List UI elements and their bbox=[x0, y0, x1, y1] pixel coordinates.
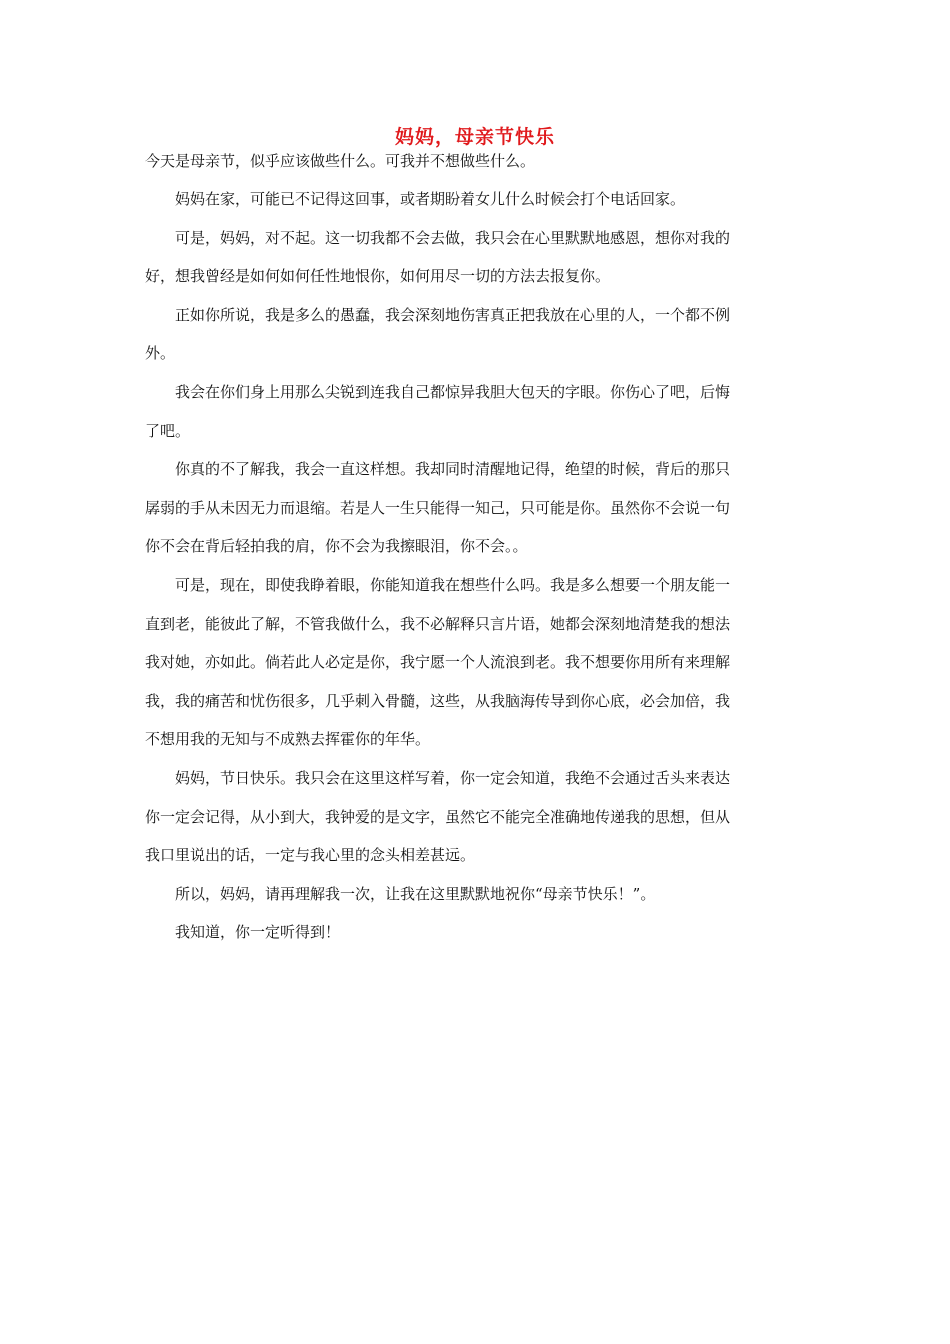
text-line: 孱弱的手从未因无力而退缩。若是人一生只能得一知己，只可能是你。虽然你不会说一句 bbox=[145, 498, 731, 517]
text-line: 正如你所说，我是多么的愚蠢，我会深刻地伤害真正把我放在心里的人，一个都不例 bbox=[175, 305, 731, 324]
text-line: 你不会在背后轻拍我的肩，你不会为我擦眼泪，你不会。。 bbox=[145, 537, 528, 556]
text-line: 你一定会记得，从小到大，我钟爱的是文字，虽然它不能完全准确地传递我的思想，但从 bbox=[145, 807, 731, 826]
text-line: 可是，妈妈，对不起。这一切我都不会去做，我只会在心里默默地感恩，想你对我的 bbox=[175, 228, 731, 247]
paragraph bbox=[145, 146, 807, 176]
paragraph bbox=[145, 219, 807, 296]
document-body bbox=[145, 146, 807, 952]
paragraph bbox=[145, 450, 807, 566]
text-line: 不想用我的无知与不成熟去挥霍你的年华。 bbox=[145, 730, 431, 749]
text-line: 妈妈在家，可能已不记得这回事，或者期盼着女儿什么时候会打个电话回家。 bbox=[175, 190, 686, 208]
text-line: 所以，妈妈，请再理解我一次，让我在这里默默地祝你“母亲节快乐！”。 bbox=[175, 884, 656, 903]
paragraph bbox=[145, 296, 807, 373]
text-line: 了吧。 bbox=[145, 421, 191, 440]
paragraph bbox=[145, 759, 807, 875]
text-line: 今天是母亲节，似乎应该做些什么。可我并不想做些什么。 bbox=[145, 152, 536, 170]
text-line: 你真的不了解我，我会一直这样想。我却同时清醒地记得，绝望的时候，背后的那只 bbox=[175, 460, 731, 479]
paragraph bbox=[145, 566, 807, 759]
document-title: 妈妈，母亲节快乐 bbox=[394, 126, 555, 148]
text-line: 妈妈，节日快乐。我只会在这里这样写着，你一定会知道，我绝不会通过舌头来表达 bbox=[175, 768, 731, 787]
text-line: 我知道，你一定听得到！ bbox=[175, 923, 341, 942]
text-line: 好，想我曾经是如何如何任性地恨你，如何用尽一切的方法去报复你。 bbox=[145, 267, 611, 286]
paragraph bbox=[145, 875, 807, 914]
text-line: 可是，现在，即使我睁着眼，你能知道我在想些什么吗。我是多么想要一个朋友能一 bbox=[175, 575, 731, 594]
text-line: 我会在你们身上用那么尖锐到连我自己都惊异我胆大包天的字眼。你伤心了吧，后悔 bbox=[175, 382, 731, 401]
paragraph bbox=[145, 180, 807, 219]
text-line: 外。 bbox=[145, 344, 176, 363]
text-line: 我对她，亦如此。倘若此人必定是你，我宁愿一个人流浪到老。我不想要你用所有来理解 bbox=[145, 653, 731, 672]
paragraph bbox=[145, 913, 807, 952]
text-line: 直到老，能彼此了解，不管我做什么，我不必解释只言片语，她都会深刻地清楚我的想法 bbox=[145, 614, 731, 633]
text-line: 我口里说出的话，一定与我心里的念头相差甚远。 bbox=[145, 846, 476, 865]
text-line: 我，我的痛苦和忧伤很多，几乎刺入骨髓，这些，从我脑海传导到你心底，必会加倍，我 bbox=[145, 691, 731, 710]
paragraph bbox=[145, 373, 807, 450]
